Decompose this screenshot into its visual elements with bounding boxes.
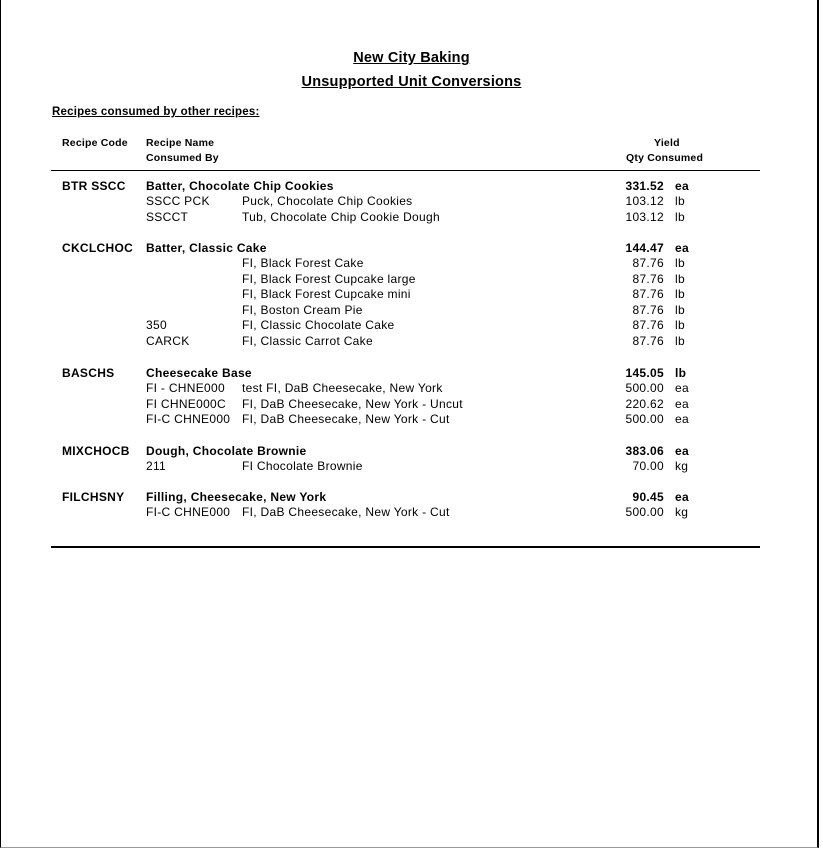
- consumed-by-code: 211: [146, 459, 167, 473]
- recipe-name: Cheesecake Base: [146, 366, 252, 380]
- consumed-by-name: FI, Boston Cream Pie: [242, 303, 363, 317]
- qty-consumed: 220.62: [625, 397, 664, 411]
- recipe-code: MIXCHOCB: [62, 444, 130, 458]
- qty-unit: lb: [675, 210, 685, 224]
- consumed-by-name: FI, DaB Cheesecake, New York - Cut: [242, 412, 450, 426]
- consumed-by-code: SSCC PCK: [146, 194, 210, 208]
- header-rule: [51, 170, 760, 171]
- header-recipe-name: Recipe Name: [146, 137, 215, 149]
- qty-unit: ea: [675, 397, 689, 411]
- header-yield: Yield: [654, 137, 680, 149]
- qty-unit: lb: [675, 194, 685, 208]
- consumed-by-name: FI, Black Forest Cake: [242, 256, 364, 270]
- header-recipe-code: Recipe Code: [62, 137, 128, 149]
- qty-consumed: 87.76: [632, 318, 664, 332]
- yield-qty: 383.06: [625, 444, 664, 458]
- consumed-by-name: FI, Classic Carrot Cake: [242, 334, 373, 348]
- qty-consumed: 70.00: [632, 459, 664, 473]
- yield-unit: ea: [675, 444, 689, 458]
- consumed-by-name: FI, DaB Cheesecake, New York - Cut: [242, 505, 450, 519]
- consumed-by-code: SSCCT: [146, 210, 189, 224]
- report-title: Unsupported Unit Conversions: [301, 74, 522, 90]
- section-heading: Recipes consumed by other recipes:: [52, 106, 260, 118]
- company-title: New City Baking: [353, 50, 470, 66]
- recipe-name: Filling, Cheesecake, New York: [146, 490, 327, 504]
- recipe-name: Batter, Chocolate Chip Cookies: [146, 179, 334, 193]
- consumed-by-code: FI CHNE000C: [146, 397, 226, 411]
- qty-consumed: 500.00: [625, 412, 664, 426]
- qty-consumed: 87.76: [632, 303, 664, 317]
- qty-consumed: 87.76: [632, 334, 664, 348]
- yield-unit: ea: [675, 179, 689, 193]
- consumed-by-name: FI, DaB Cheesecake, New York - Uncut: [242, 397, 463, 411]
- consumed-by-name: FI, Black Forest Cupcake mini: [242, 287, 411, 301]
- consumed-by-code: FI-C CHNE000: [146, 505, 231, 519]
- qty-consumed: 87.76: [632, 287, 664, 301]
- yield-unit: lb: [675, 366, 687, 380]
- qty-unit: ea: [675, 381, 689, 395]
- consumed-by-code: 350: [146, 318, 167, 332]
- consumed-by-code: FI - CHNE000: [146, 381, 225, 395]
- header-consumed-by: Consumed By: [146, 152, 219, 164]
- qty-consumed: 103.12: [625, 210, 664, 224]
- qty-unit: lb: [675, 256, 685, 270]
- recipe-name: Dough, Chocolate Brownie: [146, 444, 307, 458]
- consumed-by-code: CARCK: [146, 334, 190, 348]
- consumed-by-name: FI, Classic Chocolate Cake: [242, 318, 395, 332]
- recipe-code: CKCLCHOC: [62, 241, 134, 255]
- qty-consumed: 103.12: [625, 194, 664, 208]
- consumed-by-name: test FI, DaB Cheesecake, New York: [242, 381, 443, 395]
- yield-unit: ea: [675, 241, 689, 255]
- qty-unit: lb: [675, 272, 685, 286]
- consumed-by-name: Tub, Chocolate Chip Cookie Dough: [242, 210, 440, 224]
- consumed-by-code: FI-C CHNE000: [146, 412, 231, 426]
- qty-unit: lb: [675, 318, 685, 332]
- consumed-by-name: FI Chocolate Brownie: [242, 459, 363, 473]
- qty-unit: ea: [675, 412, 689, 426]
- qty-consumed: 87.76: [632, 256, 664, 270]
- qty-consumed: 500.00: [625, 381, 664, 395]
- qty-unit: kg: [675, 505, 689, 519]
- qty-unit: lb: [675, 334, 685, 348]
- qty-unit: kg: [675, 459, 689, 473]
- footer-rule: [51, 546, 760, 548]
- yield-qty: 90.45: [632, 490, 664, 504]
- recipe-name: Batter, Classic Cake: [146, 241, 267, 255]
- yield-unit: ea: [675, 490, 689, 504]
- qty-consumed: 500.00: [625, 505, 664, 519]
- recipe-code: FILCHSNY: [62, 490, 125, 504]
- header-qty-consumed: Qty Consumed: [626, 152, 704, 164]
- qty-consumed: 87.76: [632, 272, 664, 286]
- consumed-by-name: FI, Black Forest Cupcake large: [242, 272, 416, 286]
- qty-unit: lb: [675, 303, 685, 317]
- recipe-code: BTR SSCC: [62, 179, 126, 193]
- yield-qty: 331.52: [625, 179, 664, 193]
- yield-qty: 145.05: [625, 366, 664, 380]
- recipe-code: BASCHS: [62, 366, 115, 380]
- qty-unit: lb: [675, 287, 685, 301]
- consumed-by-name: Puck, Chocolate Chip Cookies: [242, 194, 413, 208]
- yield-qty: 144.47: [625, 241, 664, 255]
